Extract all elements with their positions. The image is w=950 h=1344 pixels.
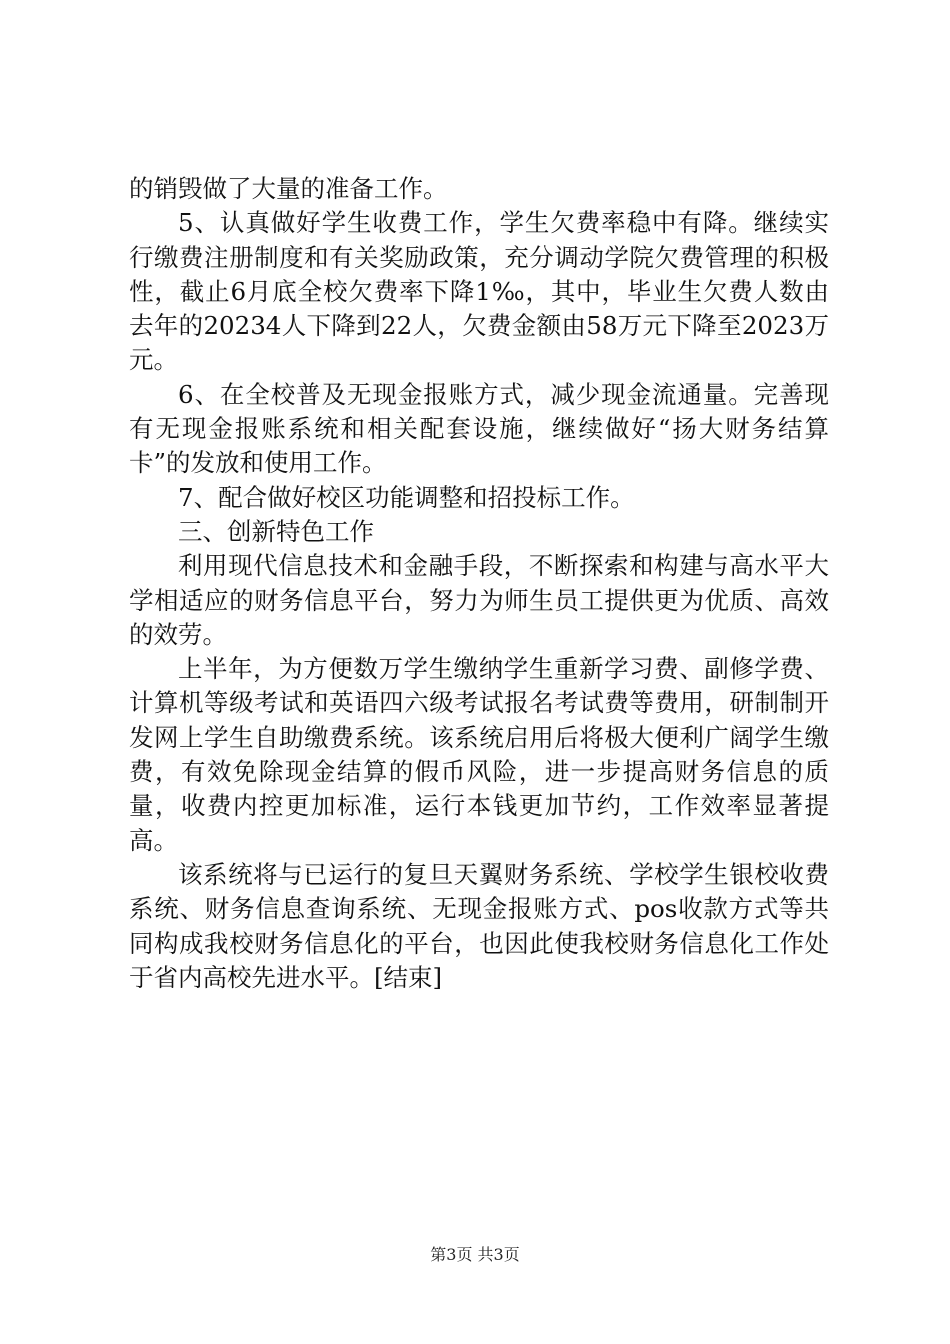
section-heading: 三、创新特色工作 [178,516,374,546]
page-number: 第3页 共3页 [430,1245,520,1264]
document-body [129,172,829,995]
paragraph-payment-system: 上半年，为方便数万学生缴纳学生重新学习费、副修学费、计算机等级考试和英语四六级考试报名考试费等费用，研制制开发网上学生自助缴费系统。该系统启用后将极大便利广阔学生缴费，有效免除现金结算的假币风险，进一步提高财务信息的质量，收费内控更加标准，运行本钱更加节约，工作效率显著提高。 [129,654,829,855]
paragraph-item-5: 5、认真做好学生收费工作，学生欠费率稳中有降。继续实行缴费注册制度和有关奖励政策，充分调动学院欠费管理的积极性，截止6月底全校欠费率下降1‰，其中，毕业生欠费人数由去年的20234人下降到22人，欠费金额由58万元下降至2023万元。 [129,208,829,375]
paragraph-continuation: 的销毁做了大量的准备工作。 [129,174,448,203]
paragraph-item-7: 7、配合做好校区功能调整和招投标工作。 [178,482,635,512]
paragraph-intro: 利用现代信息技术和金融手段，不断探索和构建与高水平大学相适应的财务信息平台，努力为师生员工提供更为优质、高效的效劳。 [129,551,829,649]
paragraph-conclusion: 该系统将与已运行的复旦天翼财务系统、学校学生银校收费系统、财务信息查询系统、无现金报账方式、pos收款方式等共同构成我校财务信息化的平台，也因此使我校财务信息化工作处于省内高校先进水平。[结束] [129,859,829,992]
paragraph-item-6: 6、在全校普及无现金报账方式，减少现金流通量。完善现有无现金报账系统和相关配套设施，继续做好“扬大财务结算卡”的发放和使用工作。 [129,379,829,478]
